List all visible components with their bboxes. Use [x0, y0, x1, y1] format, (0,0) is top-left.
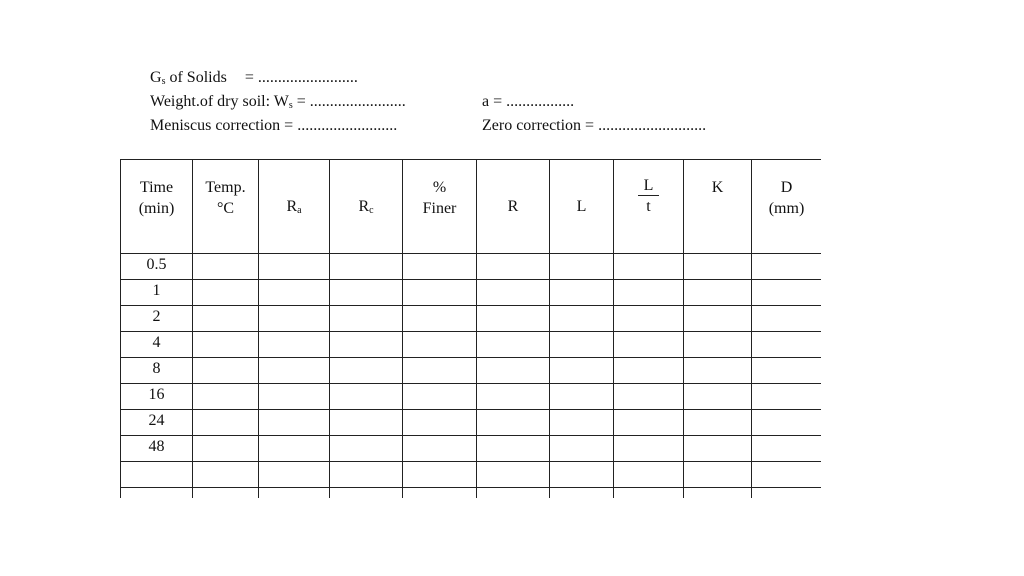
- time-cell: 24: [121, 410, 193, 436]
- data-entry-cell[interactable]: [193, 488, 259, 499]
- hydrometer-data-table-wrapper: [120, 159, 821, 498]
- fraction-numerator: L: [638, 177, 660, 196]
- data-entry-cell[interactable]: [259, 462, 330, 488]
- data-entry-cell[interactable]: [477, 280, 550, 306]
- gs-subscript: s: [161, 76, 166, 87]
- data-entry-cell[interactable]: [614, 462, 684, 488]
- ws-label: Weight.of dry soil: W: [150, 93, 289, 110]
- table-row: [121, 462, 822, 488]
- data-entry-cell[interactable]: [614, 306, 684, 332]
- a-value-field[interactable]: a = .................: [482, 93, 575, 110]
- data-entry-cell[interactable]: [259, 358, 330, 384]
- header-rc-sub: c: [369, 205, 374, 216]
- data-entry-cell[interactable]: [477, 358, 550, 384]
- table-row: [121, 280, 822, 306]
- data-entry-cell[interactable]: [403, 436, 477, 462]
- a-value-line[interactable]: [482, 92, 574, 112]
- data-entry-cell[interactable]: [477, 488, 550, 499]
- time-cell: [121, 488, 193, 499]
- data-entry-cell[interactable]: [684, 254, 752, 280]
- data-entry-cell[interactable]: [477, 436, 550, 462]
- data-entry-cell[interactable]: [614, 384, 684, 410]
- data-entry-cell[interactable]: [684, 488, 752, 499]
- header-l: [550, 160, 614, 254]
- data-entry-cell[interactable]: [330, 332, 403, 358]
- data-entry-cell[interactable]: [752, 306, 822, 332]
- data-entry-cell[interactable]: [259, 332, 330, 358]
- table-row: [121, 254, 822, 280]
- header-time-unit: (min): [138, 200, 175, 217]
- header-k: [684, 160, 752, 254]
- data-entry-cell[interactable]: [477, 384, 550, 410]
- data-entry-cell[interactable]: [477, 254, 550, 280]
- data-entry-cell[interactable]: [403, 462, 477, 488]
- header-temp: [193, 160, 259, 254]
- data-entry-cell[interactable]: [684, 410, 752, 436]
- data-entry-cell[interactable]: [752, 462, 822, 488]
- data-entry-cell[interactable]: [330, 436, 403, 462]
- data-entry-cell[interactable]: [550, 410, 614, 436]
- data-entry-cell[interactable]: [752, 280, 822, 306]
- header-d-label: D: [780, 179, 793, 196]
- header-d-unit: (mm): [768, 200, 805, 217]
- data-entry-cell[interactable]: [193, 358, 259, 384]
- zero-correction-line[interactable]: [482, 116, 706, 136]
- time-cell: [121, 462, 193, 488]
- header-l-label: L: [576, 198, 587, 215]
- data-entry-cell[interactable]: [614, 410, 684, 436]
- data-entry-cell[interactable]: [550, 280, 614, 306]
- time-cell: 8: [121, 358, 193, 384]
- data-entry-cell[interactable]: [550, 254, 614, 280]
- data-entry-cell[interactable]: [752, 332, 822, 358]
- data-entry-cell[interactable]: [330, 462, 403, 488]
- data-entry-cell[interactable]: [550, 488, 614, 499]
- header-temp-unit: °C: [216, 200, 235, 217]
- meniscus-correction-line[interactable]: [150, 116, 397, 136]
- header-percent-symbol: %: [432, 179, 447, 196]
- data-entry-cell[interactable]: [752, 254, 822, 280]
- specific-gravity-line: [150, 68, 358, 88]
- time-cell: 4: [121, 332, 193, 358]
- time-cell: 1: [121, 280, 193, 306]
- header-l-over-t: [614, 160, 684, 254]
- gs-value-field[interactable]: = .........................: [244, 69, 358, 86]
- data-entry-cell[interactable]: [193, 384, 259, 410]
- data-entry-cell[interactable]: [259, 280, 330, 306]
- data-entry-cell[interactable]: [193, 436, 259, 462]
- data-entry-cell[interactable]: [193, 306, 259, 332]
- table-row: [121, 306, 822, 332]
- data-entry-cell[interactable]: [330, 384, 403, 410]
- data-entry-cell[interactable]: [684, 384, 752, 410]
- data-entry-cell[interactable]: [684, 462, 752, 488]
- data-entry-cell[interactable]: [330, 488, 403, 499]
- hydrometer-data-table: [120, 159, 821, 498]
- data-entry-cell[interactable]: [259, 410, 330, 436]
- data-entry-cell[interactable]: [614, 254, 684, 280]
- data-entry-cell[interactable]: [684, 332, 752, 358]
- data-entry-cell[interactable]: [684, 436, 752, 462]
- header-ra-main: R: [286, 198, 298, 215]
- header-k-label: K: [711, 179, 724, 196]
- data-entry-cell[interactable]: [403, 358, 477, 384]
- data-entry-cell[interactable]: [752, 410, 822, 436]
- data-entry-cell[interactable]: [330, 410, 403, 436]
- table-row: [121, 332, 822, 358]
- data-entry-cell[interactable]: [330, 306, 403, 332]
- ws-value-field[interactable]: = ........................: [292, 93, 406, 110]
- data-entry-cell[interactable]: [259, 306, 330, 332]
- data-entry-cell[interactable]: [193, 410, 259, 436]
- data-entry-cell[interactable]: [477, 410, 550, 436]
- header-d: [752, 160, 822, 254]
- data-entry-cell[interactable]: [477, 332, 550, 358]
- data-entry-cell[interactable]: [614, 488, 684, 499]
- header-r-label: R: [507, 198, 519, 215]
- zero-correction-field[interactable]: Zero correction = ...........................: [482, 117, 707, 134]
- data-entry-cell[interactable]: [614, 436, 684, 462]
- meniscus-correction-field[interactable]: Meniscus correction = .........................: [150, 117, 398, 134]
- l-over-t-fraction: [638, 177, 660, 215]
- data-entry-cell[interactable]: [403, 410, 477, 436]
- data-entry-cell[interactable]: [330, 358, 403, 384]
- header-rc-main: R: [358, 198, 370, 215]
- data-entry-cell[interactable]: [684, 306, 752, 332]
- table-row: [121, 384, 822, 410]
- time-cell: 48: [121, 436, 193, 462]
- data-entry-cell[interactable]: [259, 384, 330, 410]
- data-entry-cell[interactable]: [550, 384, 614, 410]
- data-entry-cell[interactable]: [259, 488, 330, 499]
- data-entry-cell[interactable]: [752, 384, 822, 410]
- data-entry-cell[interactable]: [614, 358, 684, 384]
- data-entry-cell[interactable]: [550, 332, 614, 358]
- data-entry-cell[interactable]: [330, 280, 403, 306]
- header-time-label: Time: [139, 179, 174, 196]
- table-row: [121, 410, 822, 436]
- header-percent-finer: [403, 160, 477, 254]
- data-entry-cell[interactable]: [403, 332, 477, 358]
- header-ra-sub: a: [297, 205, 302, 216]
- data-entry-cell[interactable]: [193, 254, 259, 280]
- data-entry-cell[interactable]: [193, 332, 259, 358]
- time-cell: 0.5: [121, 254, 193, 280]
- header-rc: [330, 160, 403, 254]
- data-entry-cell[interactable]: [259, 436, 330, 462]
- data-entry-cell[interactable]: [403, 488, 477, 499]
- fraction-denominator: t: [646, 198, 651, 215]
- data-entry-cell[interactable]: [684, 358, 752, 384]
- data-entry-cell[interactable]: [752, 358, 822, 384]
- table-row: [121, 488, 822, 499]
- header-r: [477, 160, 550, 254]
- data-entry-cell[interactable]: [550, 306, 614, 332]
- data-entry-cell[interactable]: [403, 306, 477, 332]
- table-row: [121, 358, 822, 384]
- header-ra: [259, 160, 330, 254]
- data-entry-cell[interactable]: [752, 436, 822, 462]
- data-entry-cell[interactable]: [477, 306, 550, 332]
- data-entry-cell[interactable]: [614, 332, 684, 358]
- table-row: [121, 436, 822, 462]
- data-entry-cell[interactable]: [684, 280, 752, 306]
- data-entry-cell[interactable]: [403, 254, 477, 280]
- time-cell: 16: [121, 384, 193, 410]
- dry-weight-line: [150, 92, 406, 112]
- gs-label: G: [150, 69, 162, 86]
- data-entry-cell[interactable]: [193, 280, 259, 306]
- data-entry-cell[interactable]: [193, 462, 259, 488]
- data-entry-cell[interactable]: [330, 254, 403, 280]
- gs-label-rest: of Solids: [165, 69, 227, 86]
- data-entry-cell[interactable]: [403, 384, 477, 410]
- table-body: [121, 254, 822, 499]
- data-entry-cell[interactable]: [550, 358, 614, 384]
- data-entry-cell[interactable]: [403, 280, 477, 306]
- time-cell: 2: [121, 306, 193, 332]
- data-entry-cell[interactable]: [752, 488, 822, 499]
- data-entry-cell[interactable]: [259, 254, 330, 280]
- ws-subscript: s: [288, 100, 293, 111]
- header-temp-label: Temp.: [205, 179, 246, 196]
- header-finer-label: Finer: [422, 200, 457, 217]
- data-entry-cell[interactable]: [477, 462, 550, 488]
- table-header-row: [121, 160, 822, 254]
- data-entry-cell[interactable]: [550, 462, 614, 488]
- data-entry-cell[interactable]: [614, 280, 684, 306]
- header-time: [121, 160, 193, 254]
- data-entry-cell[interactable]: [550, 436, 614, 462]
